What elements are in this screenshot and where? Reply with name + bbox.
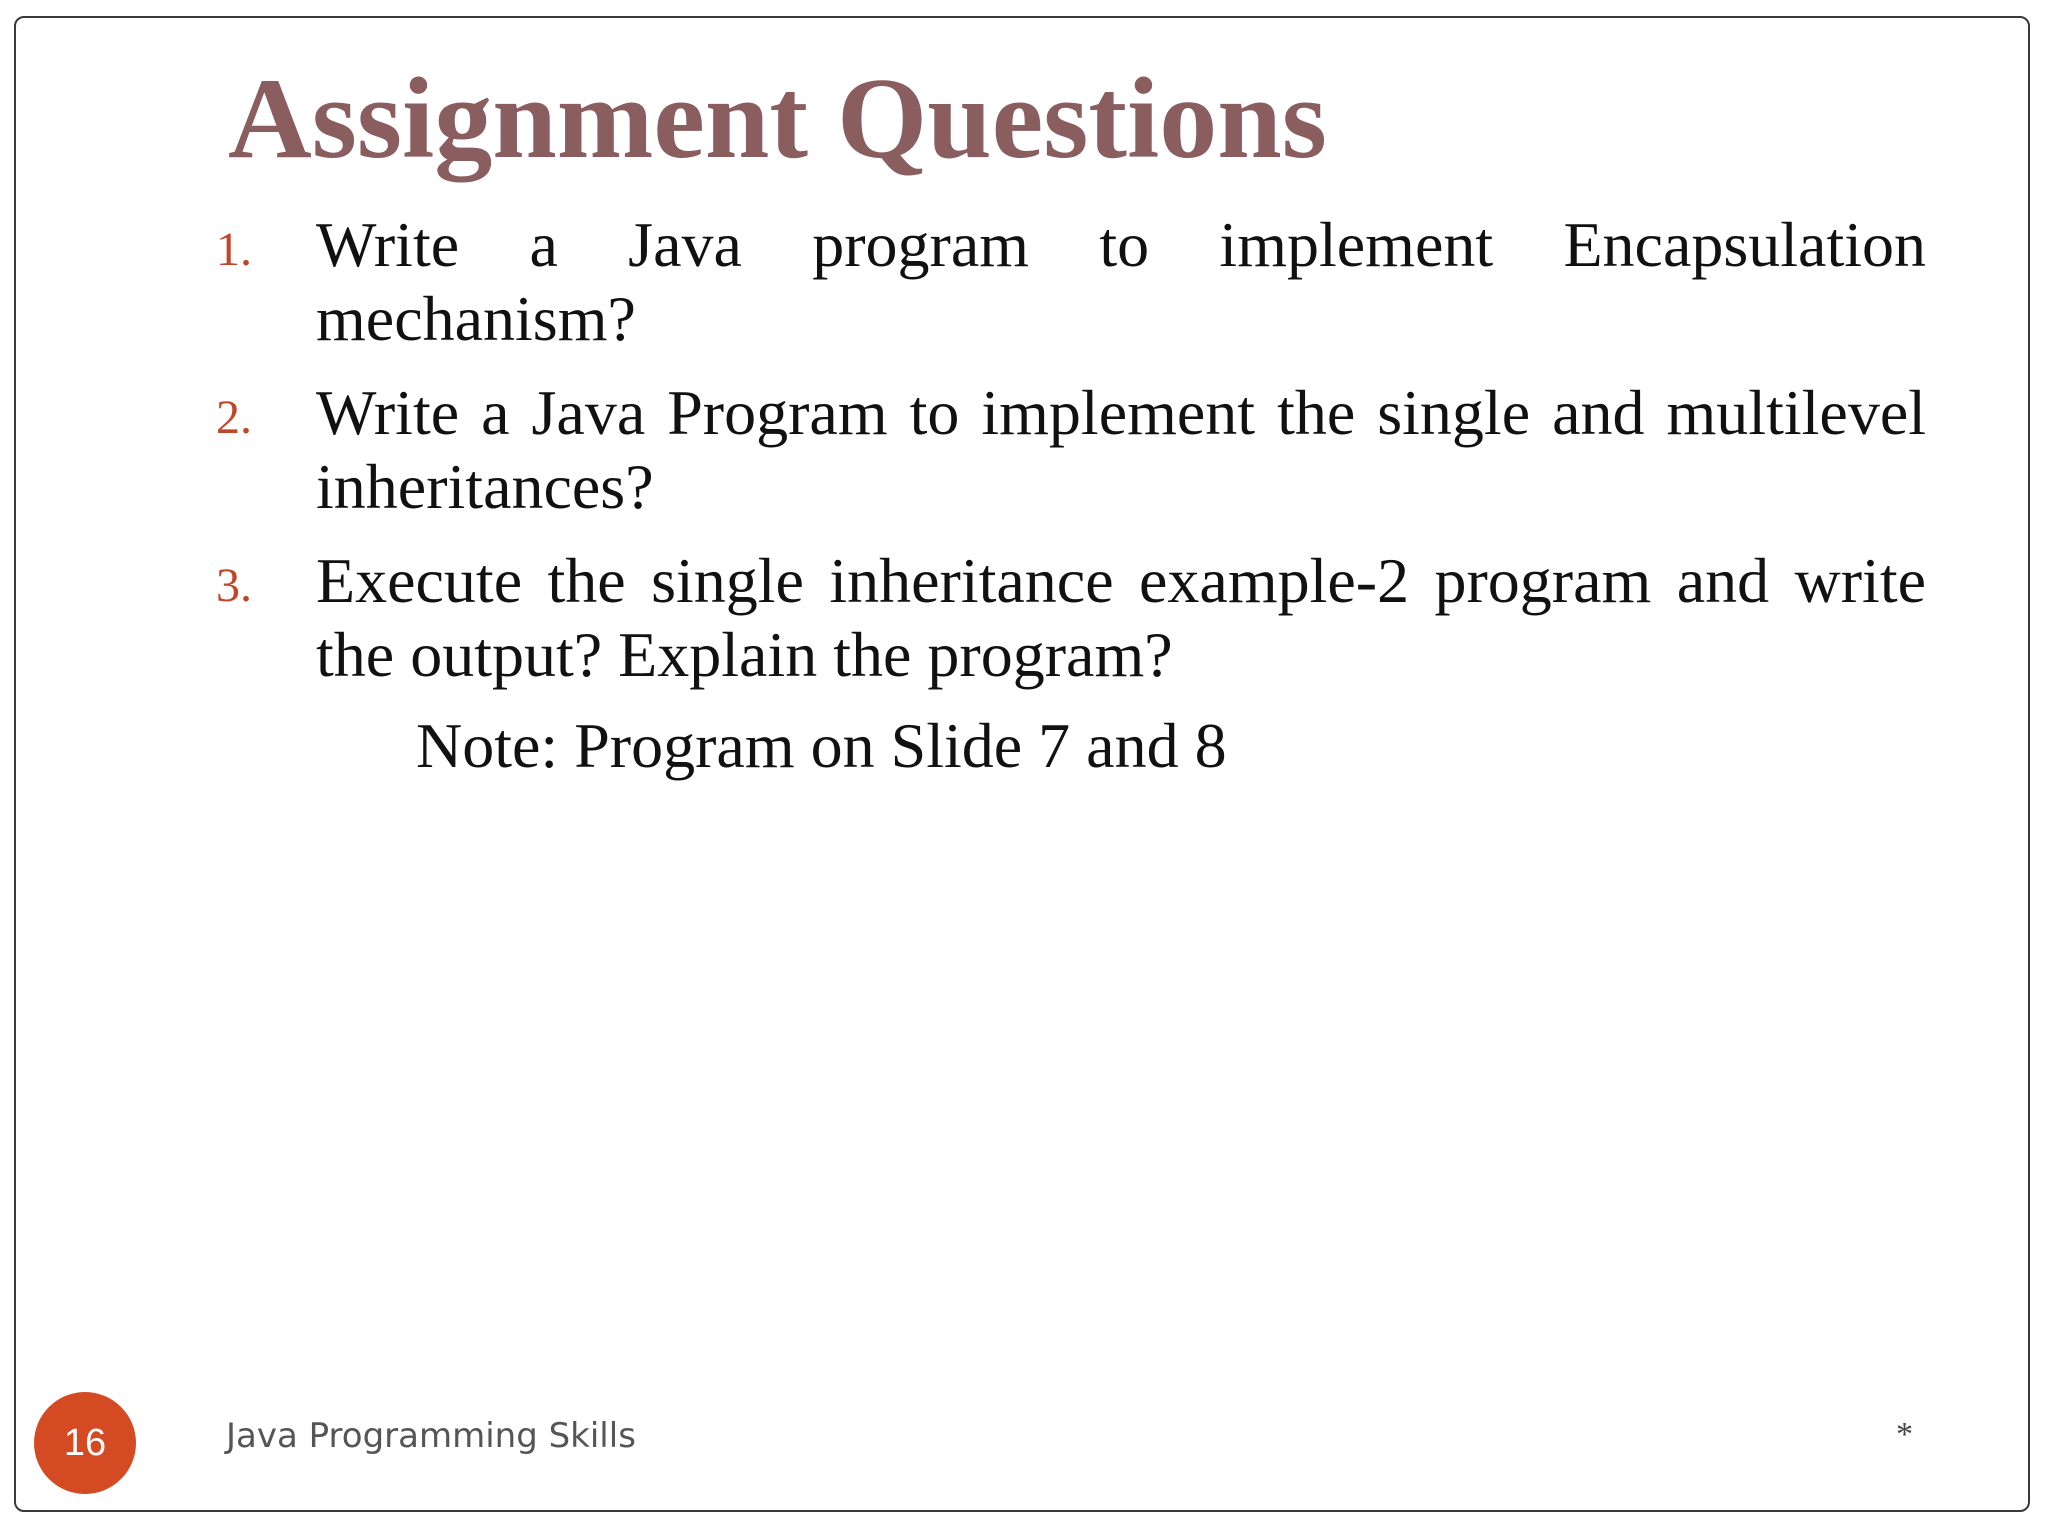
note-text: Note: Program on Slide 7 and 8 — [416, 710, 1227, 781]
question-text: Write a Java program to implement Encapsulation mechanism? — [316, 209, 1926, 354]
footer-text: Java Programming Skills — [226, 1416, 636, 1456]
question-number: 3. — [216, 559, 252, 612]
footer-asterisk: * — [1896, 1416, 1913, 1453]
question-text: Execute the single inheritance example-2 program and write the output? Explain the program? — [316, 545, 1926, 690]
question-item — [216, 208, 1926, 356]
question-item — [216, 376, 1926, 524]
question-item — [216, 544, 1926, 692]
question-number: 2. — [216, 391, 252, 444]
question-list — [216, 208, 1926, 712]
question-number: 1. — [216, 223, 252, 276]
slide-number-badge: 16 — [34, 1392, 136, 1494]
slide — [14, 16, 2030, 1512]
question-text: Write a Java Program to implement the single and multilevel inheritances? — [316, 377, 1926, 522]
slide-title: Assignment Questions — [228, 55, 1327, 183]
